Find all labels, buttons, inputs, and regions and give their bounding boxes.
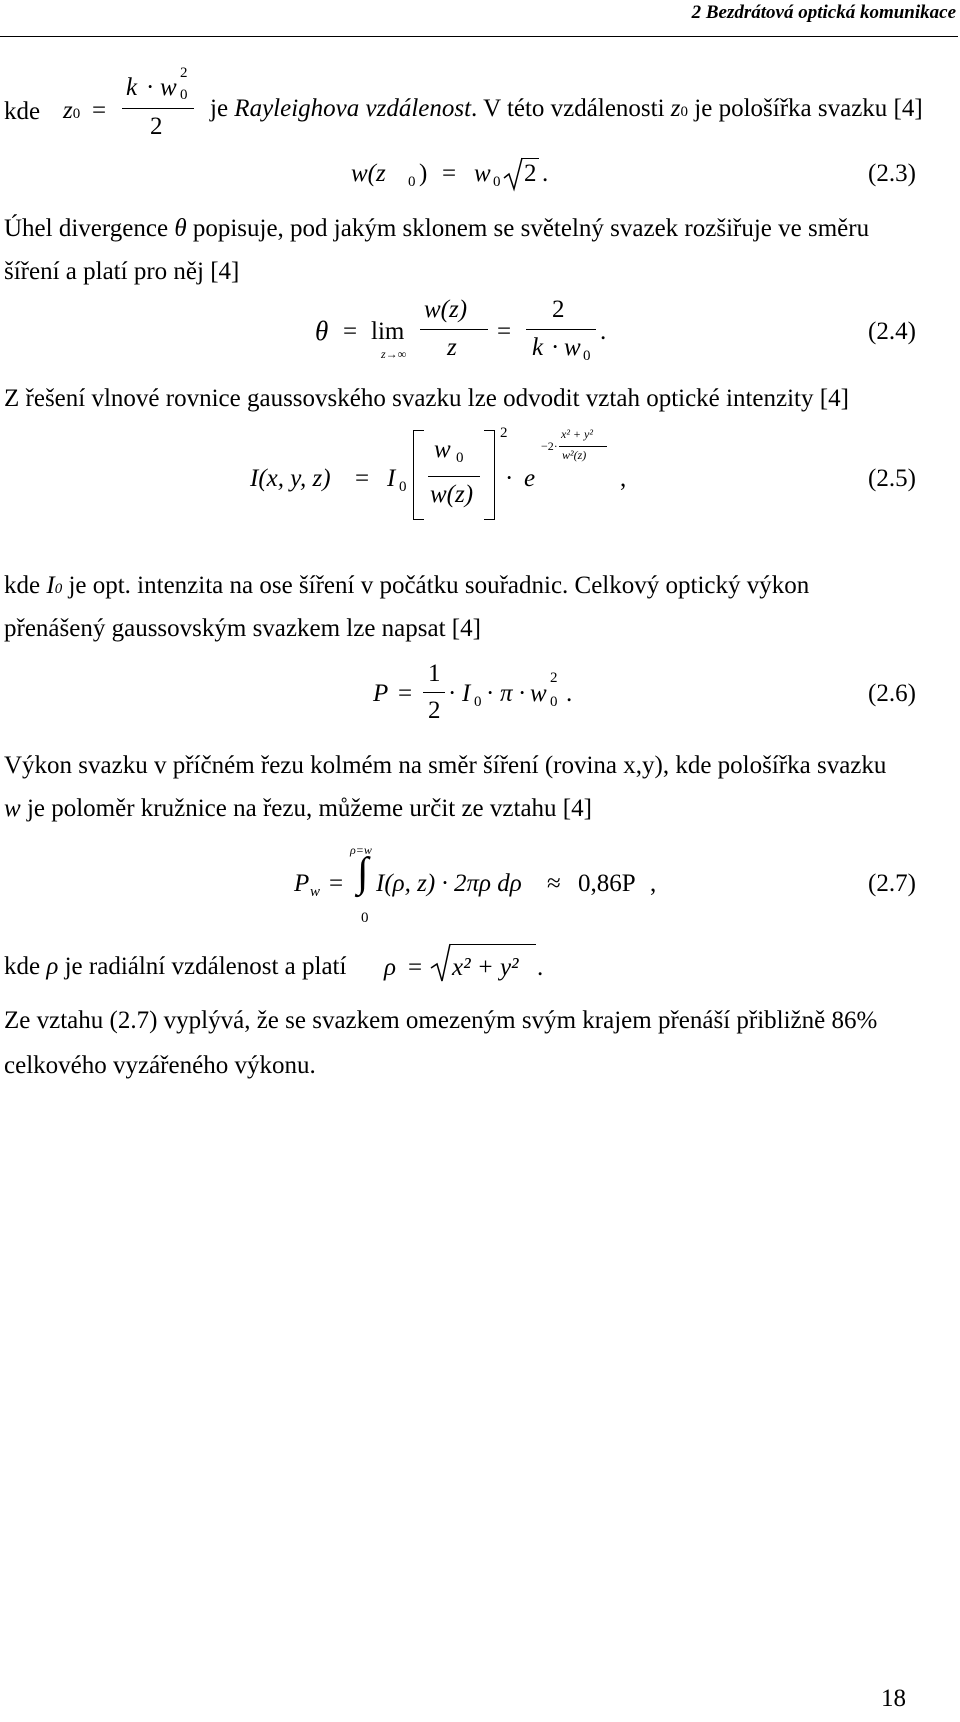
integral-sign: ∫ [357, 850, 369, 896]
eq26-I: I [462, 680, 471, 707]
para3-kde: kde [4, 572, 47, 599]
eq24-den2-sub: 0 [583, 348, 591, 364]
eq27-upper-limit: ρ=w [350, 843, 372, 857]
numerator-sup: 2 [180, 65, 188, 81]
eq25-number: (2.5) [868, 465, 916, 492]
eq27-result: 0,86P [578, 870, 636, 897]
para3-rest: je opt. intenzita na ose šíření v počátku souřadnic. Celkový optický výkon [62, 572, 810, 599]
eq27-lower-limit: 0 [361, 910, 369, 926]
para5-line2: celkového vyzářeného výkonu. [4, 1052, 316, 1079]
numerator-dot: · [146, 74, 155, 101]
text-b: . V této vzdálenosti [471, 95, 671, 122]
rho-sqrt-arg: x² + y² [452, 954, 519, 981]
eq25-dot: · [505, 465, 514, 492]
eq26-dot3: · [518, 680, 527, 707]
numerator-sub: 0 [180, 87, 188, 103]
eq23-equals: = [442, 160, 457, 187]
para4-w: w [4, 795, 21, 822]
eq24-den2-k: k [532, 334, 544, 361]
z-symbol: z [63, 97, 73, 124]
para2-line: Z řešení vlnové rovnice gaussovského svazku lze odvodit vztah optické intenzity [4] [4, 385, 849, 412]
eq26-w-sub: 0 [550, 694, 558, 710]
eq24-frac1-bar [420, 329, 488, 330]
eq25-frac-bar [428, 476, 480, 477]
inline-z: z [670, 95, 681, 122]
rho-sqrt-sign [430, 942, 452, 984]
eq24-frac2-bar [526, 329, 596, 330]
eq26-den: 2 [428, 697, 441, 724]
eq23-w: w [474, 160, 491, 187]
text-a: je [210, 95, 235, 122]
eq24-den1: z [447, 334, 457, 361]
para1-line1 [4, 214, 869, 244]
eq24-number: (2.4) [868, 318, 916, 345]
eq25-bracket-right [484, 430, 495, 520]
z0-symbol [63, 97, 80, 125]
text-c: je pološířka svazku [4] [688, 95, 923, 122]
eq26-pi: π [500, 680, 513, 707]
eq23-lhs-close: ) [419, 160, 428, 187]
para3-I-sub: 0 [54, 581, 63, 597]
eq24-eq1: = [343, 318, 358, 345]
eq25-I-sub: 0 [399, 479, 407, 495]
para3-I: I [46, 572, 55, 599]
para4-line1: Výkon svazku v příčném řezu kolmém na směr šíření (rovina x,y), kde pološířka svazku [4, 752, 887, 779]
eq27-P: P [294, 870, 310, 897]
denominator: 2 [150, 113, 163, 140]
running-header: 2 Bezdrátová optická komunikace [691, 2, 956, 23]
eq26-eq: = [398, 680, 413, 707]
numerator-w: w [160, 74, 177, 101]
eq23-lhs: w(z [351, 160, 386, 187]
rho-description: je radiální vzdálenost a platí [58, 953, 347, 980]
eq25-exp-num: x² + y² [561, 427, 593, 441]
eq25-exp-bar [559, 446, 607, 447]
eq25-e: e [524, 465, 536, 492]
eq23-lhs-sub: 0 [408, 174, 416, 190]
fraction-bar [122, 108, 194, 109]
rho-line-text [4, 952, 346, 982]
eq25-frac-den: w(z) [430, 481, 474, 508]
eq25-comma: , [620, 465, 627, 492]
eq24-num1: w(z) [424, 296, 468, 323]
inline-z-sub: 0 [680, 104, 689, 120]
para5-line1: Ze vztahu (2.7) vyplývá, že se svazkem omezeným svým krajem přenáší přibližně 86% [4, 1007, 878, 1034]
eq26-w-sup: 2 [550, 670, 558, 686]
para3-line2: přenášený gaussovským svazkem lze napsat [4] [4, 615, 481, 642]
eq25-eq: = [355, 465, 370, 492]
eq24-den2-w: w [564, 334, 581, 361]
eq27-P-sub: w [310, 884, 321, 900]
eq26-w: w [530, 680, 547, 707]
para4-rest: je poloměr kružnice na řezu, můžeme určit ze vztahu [4] [20, 795, 592, 822]
eq24-dot: . [600, 318, 607, 345]
eq23-dot: . [542, 160, 549, 187]
z0-description [210, 94, 923, 127]
z0-subscript: 0 [72, 106, 81, 122]
eq26-I-sub: 0 [474, 694, 482, 710]
page-number: 18 [881, 1685, 906, 1712]
rho-symbol: ρ [46, 953, 59, 980]
para1-a: Úhel divergence [4, 215, 175, 242]
eq24-num2: 2 [552, 296, 565, 323]
eq25-bracket-sup: 2 [500, 425, 508, 441]
numerator-k: k [126, 74, 138, 101]
para4-line2 [4, 794, 592, 824]
eq24-eq2: = [497, 318, 512, 345]
eq27-number: (2.7) [868, 870, 916, 897]
header-rule [0, 36, 958, 37]
eq25-lhs: I(x, y, z) [250, 465, 331, 492]
eq25-exp-coef: −2· [541, 439, 558, 453]
eq26-frac-bar [423, 692, 445, 693]
eq24-lim-sub: z→∞ [381, 347, 407, 361]
rho2-symbol: ρ [384, 954, 396, 981]
para3-line1 [4, 571, 809, 604]
rho-sqrt-bar [450, 944, 536, 945]
rayleigh-term: Rayleighova vzdálenost [234, 95, 472, 122]
eq25-I: I [387, 465, 396, 492]
eq26-dot2: · [486, 680, 495, 707]
equals-sign: = [92, 97, 107, 124]
para1-line2: šíření a platí pro něj [4] [4, 258, 240, 285]
theta-symbol: θ [174, 215, 187, 242]
eq25-frac-num-sub: 0 [456, 450, 464, 466]
eq23-sqrt-arg: 2 [524, 160, 537, 187]
eq26-P: P [373, 680, 389, 707]
eq24-den2-dot: · [551, 334, 560, 361]
eq25-frac-num: w [434, 436, 451, 463]
para1-b: popisuje, pod jakým sklonem se světelný svazek rozšiřuje ve směru [186, 215, 870, 242]
eq26-dot1: · [448, 680, 457, 707]
sqrt-bar [521, 158, 539, 159]
eq25-exp-den: w²(z) [562, 448, 587, 462]
eq26-number: (2.6) [868, 680, 916, 707]
eq26-num: 1 [428, 660, 441, 687]
eq24-theta: θ [315, 316, 329, 346]
eq27-integrand: I(ρ, z) · 2πρ dρ [376, 870, 522, 897]
rho-kde: kde [4, 953, 47, 980]
eq24-lim: lim [371, 318, 405, 345]
eq27-approx: ≈ [547, 870, 561, 897]
kde-label: kde [4, 98, 41, 125]
rho-eq: = [408, 954, 423, 981]
eq23-number: (2.3) [868, 160, 916, 187]
eq23-w-sub: 0 [493, 174, 501, 190]
rho-end: . [537, 954, 544, 981]
eq25-bracket-left [413, 430, 424, 520]
eq26-end: . [566, 680, 573, 707]
sqrt-sign [503, 156, 523, 192]
eq27-eq: = [329, 870, 344, 897]
eq27-comma: , [650, 870, 657, 897]
